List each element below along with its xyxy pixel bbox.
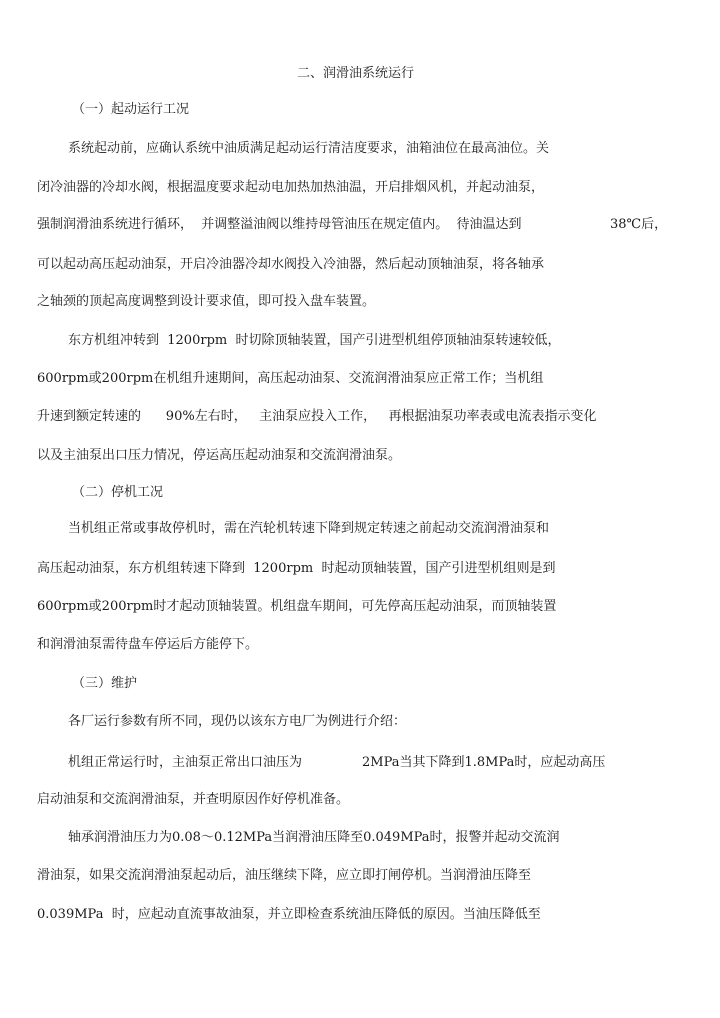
section-heading: （三）维护	[72, 676, 138, 691]
page-title: 二、润滑油系统运行	[297, 66, 415, 81]
paragraph-line: 和润滑油泵需待盘车停运后方能停下。	[37, 637, 259, 652]
paragraph-line: 600rpm或200rpm时才起动顶轴装置。机组盘车期间，可先停高压起动油泵，而顶轴装置	[37, 599, 557, 614]
paragraph-line: 滑油泵，如果交流润滑油泵起动后，油压继续下降，应立即打闸停机。当润滑油压降至	[37, 868, 532, 883]
paragraph-line: 机组正常运行时，主油泵正常出口油压为	[68, 755, 303, 770]
paragraph-line: 闭冷油器的冷却水阀，根据温度要求起动电加热加热油温，开启排烟风机，并起动油泵，	[37, 180, 545, 195]
paragraph-line: 系统起动前，应确认系统中油质满足起动运行清洁度要求，油箱油位在最高油位。关	[68, 141, 550, 156]
paragraph-line: 高压起动油泵，东方机组转速下降到 1200rpm 时起动顶轴装置，国产引进型机组则是到	[37, 561, 556, 576]
paragraph-line: 600rpm或200rpm在机组升速期间，高压起动油泵、交流润滑油泵应正常工作；当机组	[37, 371, 544, 386]
paragraph-line: 之轴颈的顶起高度调整到设计要求值，即可投入盘车装置。	[37, 294, 376, 309]
section-heading: （一）起动运行工况	[72, 102, 190, 117]
paragraph-line: 强制润滑油系统进行循环， 并调整溢油阀以维持母管油压在规定值内。 待油温达到	[37, 217, 522, 232]
paragraph-line: 0.039MPa 时，应起动直流事故油泵，并立即检查系统油压降低的原因。当油压降低至	[37, 907, 541, 922]
paragraph-line: 启动油泵和交流润滑油泵，并查明原因作好停机准备。	[37, 792, 350, 807]
paragraph-line: 东方机组冲转到 1200rpm 时切除顶轴装置，国产引进型机组停顶轴油泵转速较低，	[68, 333, 561, 348]
paragraph-line: 38℃后，	[610, 217, 668, 232]
section-heading: （二）停机工况	[72, 485, 164, 500]
paragraph-line: 可以起动高压起动油泵，开启冷油器冷却水阀投入冷油器，然后起动顶轴油泵，将各轴承	[37, 257, 545, 272]
paragraph-line: 以及主油泵出口压力情况，停运高压起动油泵和交流润滑油泵。	[37, 448, 402, 463]
paragraph-line: 当机组正常或事故停机时，需在汽轮机转速下降到规定转速之前起动交流润滑油泵和	[68, 521, 550, 536]
paragraph-line: 2MPa当其下降到1.8MPa时，应起动高压	[362, 755, 606, 770]
paragraph-line: 升速到额定转速的 90%左右时， 主油泵应投入工作， 再根据油泵功率表或电流表指示变化	[37, 409, 597, 424]
paragraph-line: 轴承润滑油压力为0.08～0.12MPa当润滑油压降至0.049MPa时，报警并起动交流润	[68, 830, 560, 845]
paragraph-line: 各厂运行参数有所不同，现仍以该东方电厂为例进行介绍：	[68, 714, 407, 729]
